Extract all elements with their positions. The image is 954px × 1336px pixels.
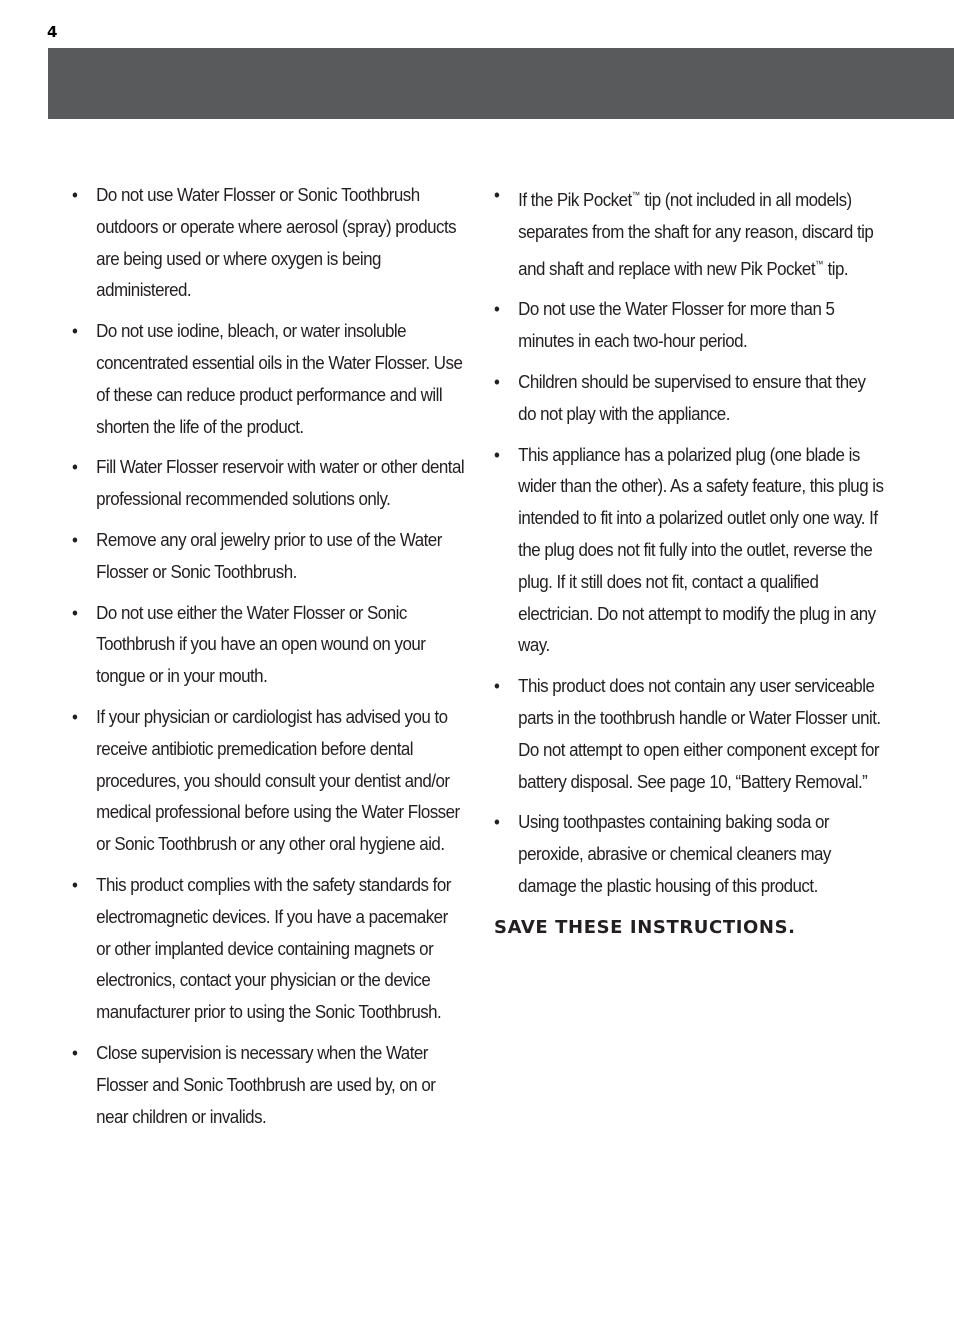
left-column [72,180,464,1142]
bullet-icon: • [494,371,500,392]
pik-pocket-text-1: If the Pik Pocket [518,190,632,210]
list-item [494,807,886,902]
page-number: 4 [47,23,58,41]
item-text: If your physician or cardiologist has advised you to receive antibiotic premedication before dental procedures, you should consult your dentist and/or medical professional before using the Water Flosser or Sonic Toothbrush or any other oral hygiene aid. [96,706,460,855]
bullet-icon: • [72,1042,78,1063]
header-bar [48,48,954,119]
trademark-symbol: ™ [631,190,641,200]
save-instructions-container [494,912,888,944]
bullet-icon: • [494,185,500,205]
list-item [494,294,886,358]
bullet-icon: • [494,444,500,465]
bullet-icon: • [72,706,78,727]
item-text: This appliance has a polarized plug (one blade is wider than the other). As a safety feature, this plug is intended to fit into a polarized outlet only one way. If the plug does not fit fully into the outlet, reverse the plug. If it still does not fit, contact a qualified electrician. Do not attempt to modify the plug in any way. [518,444,884,656]
list-item [494,671,886,798]
item-text: This product does not contain any user serviceable parts in the toothbrush handle or Water Flosser unit. Do not attempt to open either component except for battery disposal. See page 10, “Battery Removal.” [518,676,881,792]
save-instructions-heading: SAVE THESE INSTRUCTIONS. [494,916,796,938]
item-text: Children should be supervised to ensure that they do not play with the appliance. [518,371,866,424]
right-column [494,180,888,944]
bullet-icon: • [494,299,500,320]
list-item [72,870,464,1029]
list-item [72,1038,464,1133]
bullet-icon: • [72,185,78,205]
list-item [72,525,464,589]
item-text: Do not use the Water Flosser for more than 5 minutes in each two-hour period. [518,299,835,352]
item-text: Fill Water Flosser reservoir with water or other dental professional recommended solutions only. [96,457,465,510]
list-item [72,702,464,861]
list-item [72,180,464,307]
list-item [72,316,464,443]
bullet-icon: • [494,676,500,697]
bullet-icon: • [72,602,78,623]
list-item [72,598,464,693]
trademark-symbol: ™ [815,258,824,269]
item-text: Do not use either the Water Flosser or Sonic Toothbrush if you have an open wound on your tongue or in your mouth. [96,602,426,687]
bullet-icon: • [72,321,78,342]
item-text: Close supervision is necessary when the Water Flosser and Sonic Toothbrush are used by, on or near children or invalids. [96,1042,436,1127]
item-text: Do not use iodine, bleach, or water insoluble concentrated essential oils in the Water Flosser. Use of these can reduce product performance and will shorten the life of the product. [96,321,463,437]
list-item [494,367,886,431]
item-text: This product complies with the safety standards for electromagnetic devices. If you have a pacemaker or other implanted device containing magnets or electronics, contact your physician or the device manufacturer prior to using the Sonic Toothbrush. [96,874,451,1023]
item-text [518,190,873,279]
item-text: Using toothpastes containing baking soda or peroxide, abrasive or chemical cleaners may damage the plastic housing of this product. [518,812,831,896]
bullet-icon: • [494,812,500,833]
item-text: Do not use Water Flosser or Sonic Toothbrush outdoors or operate where aerosol (spray) products are being used or where oxygen is being administered. [96,185,457,301]
list-item [72,452,464,516]
list-item [494,440,886,663]
pik-pocket-text-2: tip (not included in all models) separates from the shaft for any reason, discard tip and shaft and replace with new Pik Pocket [518,190,874,279]
pik-pocket-text-3: tip. [823,258,849,279]
item-text: Remove any oral jewelry prior to use of the Water Flosser or Sonic Toothbrush. [96,529,442,582]
bullet-icon: • [72,457,78,478]
bullet-icon: • [72,874,78,895]
bullet-icon: • [72,529,78,550]
list-item [494,180,886,285]
